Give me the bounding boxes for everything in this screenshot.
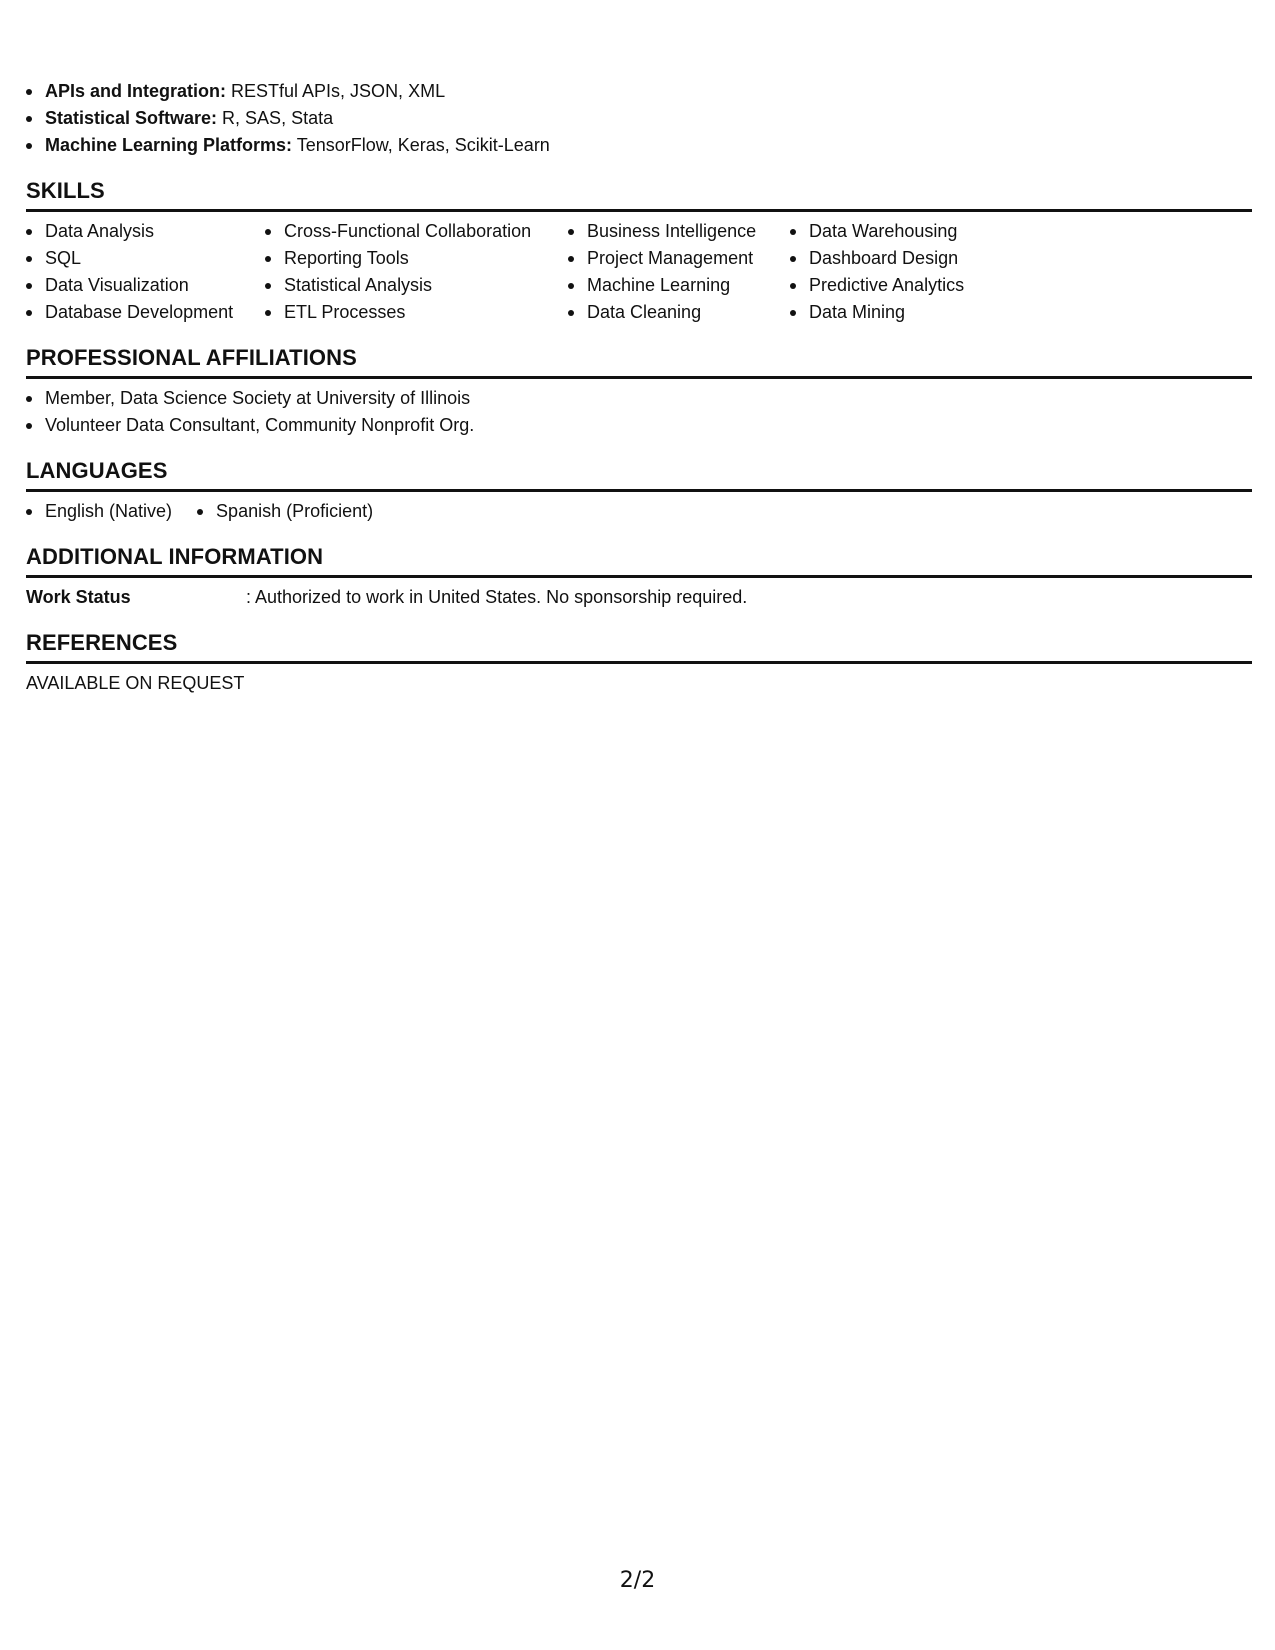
item-label: APIs and Integration: [45, 81, 227, 101]
skills-column [790, 218, 1030, 326]
list-item: Data Visualization [26, 272, 265, 299]
item-value: R, SAS, Stata [217, 108, 334, 128]
list-item: Reporting Tools [265, 245, 568, 272]
list-item [26, 78, 1252, 105]
section-title-skills: SKILLS [26, 177, 1252, 212]
section-title-references: REFERENCES [26, 629, 1252, 664]
technical-tools-list [26, 78, 1252, 159]
skills-grid [26, 218, 1252, 326]
list-item: Data Warehousing [790, 218, 1030, 245]
item-label: Machine Learning Platforms: [45, 135, 293, 155]
item-value: RESTful APIs, JSON, XML [226, 81, 446, 101]
list-item: English (Native) [26, 498, 172, 525]
work-status-value: : Authorized to work in United States. No sponsorship required. [246, 587, 748, 607]
list-item: Project Management [568, 245, 790, 272]
work-status-label: Work Status [26, 587, 131, 607]
list-item: Statistical Analysis [265, 272, 568, 299]
item-label: Statistical Software: [45, 108, 218, 128]
list-item: Machine Learning [568, 272, 790, 299]
list-item: ETL Processes [265, 299, 568, 326]
page-number: 2/2 [619, 1568, 656, 1593]
list-item: Predictive Analytics [790, 272, 1030, 299]
list-item: Dashboard Design [790, 245, 1030, 272]
list-item [26, 132, 1252, 159]
list-item: SQL [26, 245, 265, 272]
skills-column [568, 218, 790, 326]
affiliations-list [26, 385, 1252, 439]
section-title-languages: LANGUAGES [26, 457, 1252, 492]
work-status-row [26, 584, 1252, 611]
list-item: Cross-Functional Collaboration [265, 218, 568, 245]
references-text: AVAILABLE ON REQUEST [26, 673, 245, 693]
resume-page [26, 78, 1252, 697]
list-item: Data Analysis [26, 218, 265, 245]
item-value: TensorFlow, Keras, Scikit-Learn [292, 135, 550, 155]
list-item: Volunteer Data Consultant, Community Nonprofit Org. [26, 412, 1252, 439]
list-item: Data Cleaning [568, 299, 790, 326]
list-item: Spanish (Proficient) [197, 498, 373, 525]
list-item: Database Development [26, 299, 265, 326]
list-item: Data Mining [790, 299, 1030, 326]
list-item: Member, Data Science Society at University of Illinois [26, 385, 1252, 412]
skills-column [265, 218, 568, 326]
list-item [26, 105, 1252, 132]
languages-list [26, 498, 1252, 525]
list-item: Business Intelligence [568, 218, 790, 245]
skills-column [26, 218, 265, 326]
section-title-additional-information: ADDITIONAL INFORMATION [26, 543, 1252, 578]
section-title-affiliations: PROFESSIONAL AFFILIATIONS [26, 344, 1252, 379]
